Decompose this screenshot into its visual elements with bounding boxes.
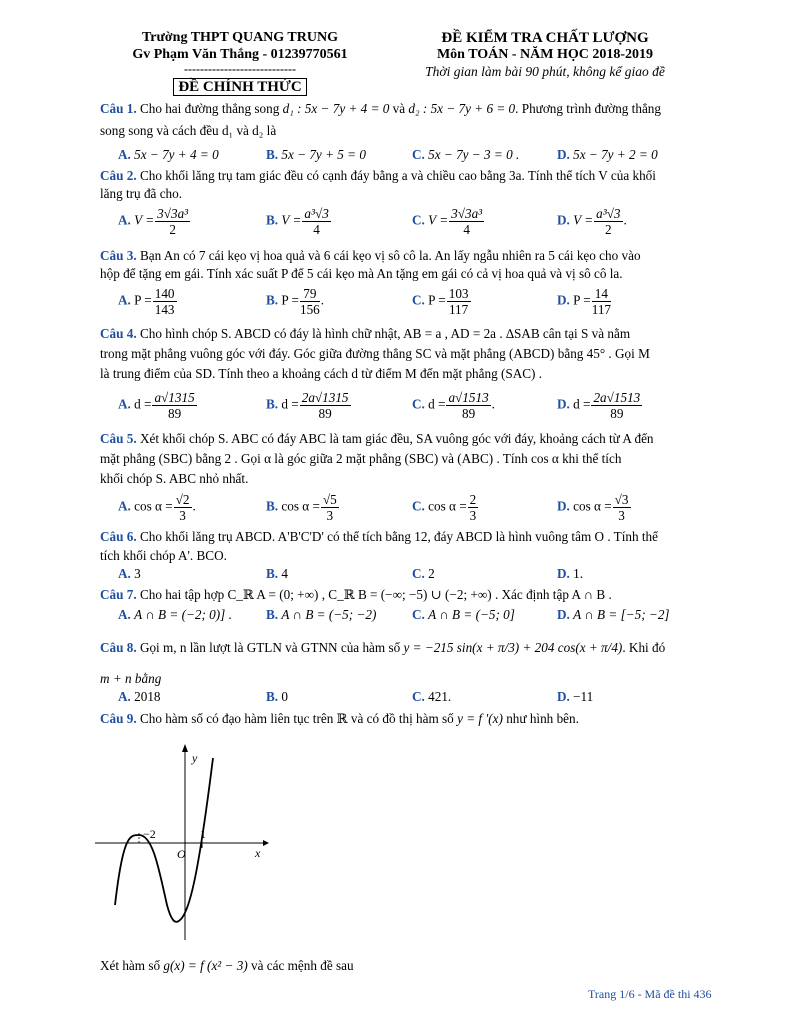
q8-opt-b: B. 0 [266,689,288,704]
q9-line2: Xét hàm số g(x) = f (x² − 3) và các mệnh đề sau [100,958,354,973]
official-label: ĐỀ CHÍNH THỨC [173,78,306,96]
q7-opt-d: D. A ∩ B = [−5; −2] [557,607,670,622]
derivative-curve [115,758,213,922]
q6-opt-d: D. 1. [557,566,584,581]
q4-opt-c: C. d = $\frac{a√1513}{89}$ . [412,390,495,421]
q5-opt-b: B. cos α = $\frac{√5}{3}$ [266,492,337,523]
exam-subject: Môn TOÁN - NĂM HỌC 2018-2019 [436,47,654,62]
q2-opt-c: C. V = $\frac{\text{3√3a³}}{4}$ [412,206,483,237]
exam-time: Thời gian làm bài 90 phút, không kể giao đề [425,64,665,79]
q2-line1: Câu 2. Cho khối lăng trụ tam giác đều có cạnh đáy bằng a và chiều cao bằng 3a. Tính thể tích V của khối [100,168,656,183]
q6-line2: tích khối chóp A'. BCO. [100,548,227,563]
dash-line: ---------------------------- [184,62,296,76]
derivative-graph [95,740,270,945]
q7-opt-b: B. A ∩ B = (−5; −2) [266,607,377,622]
q6-opt-b: B. 4 [266,566,288,581]
q6-opt-c: C. 2 [412,566,435,581]
y-label: y [192,751,198,765]
q5-opt-c: C. cos α = $\frac{2}{3}$ [412,492,477,523]
q2-opt-b: B. V = $\frac{\text{a³√3}}{4}$ [266,206,329,237]
school-name: Trường THPT QUANG TRUNG [142,30,338,45]
q1-opt-b: B. 5x − 7y + 5 = 0 [266,147,366,162]
q1-line1: Câu 1. Cho hai đường thẳng song d₁ : 5x − 7y + 4 = 0 và d₂ : 5x − 7y + 6 = 0. Phương trình đường thẳng [100,101,661,116]
q4-line2: trong mặt phẳng vuông góc với đáy. Góc giữa đường thẳng SC và mặt phẳng (ABCD) bằng 45° . Gọi M [100,346,650,361]
q5-opt-d: D. cos α = $\frac{√3}{3}$ [557,492,629,523]
label-neg2: −2 [143,827,156,841]
q1-opt-c: C. 5x − 7y − 3 = 0 . [412,147,520,162]
q6-line1: Câu 6. Cho khối lăng trụ ABCD. A'B'C'D' có thể tích bằng 12, đáy ABCD là hình vuông tâm O . Tính thể [100,529,658,544]
q1-line2: song song và cách đều d₁ và d₂ là [100,123,277,138]
q8-opt-a: A. 2018 [118,689,161,704]
q2-opt-a: A. V = $\frac{\text{3√3a³}}{2}$ [118,206,189,237]
q7-opt-c: C. A ∩ B = (−5; 0] [412,607,515,622]
q5-opt-a: A. cos α = $\frac{√2}{3}$ . [118,492,196,523]
origin-label: O [177,847,186,861]
x-label: x [255,846,261,860]
q4-line1: Câu 4. Cho hình chóp S. ABCD có đáy là hình chữ nhật, AB = a , AD = 2a . ∆SAB cân tại S và nằm [100,326,631,341]
q5-line2: mặt phẳng (SBC) bằng 2 . Gọi α là góc giữa 2 mặt phẳng (SBC) và (ABC) . Tính cos α khi thể tích [100,451,622,466]
q3-opt-d: D. P = $\frac{14}{117}$ [557,286,612,317]
label-1: 1 [200,827,206,841]
q7-line1: Câu 7. Cho hai tập hợp C_ℝ A = (0; +∞) , C_ℝ B = (−∞; −5) ∪ (−2; +∞) . Xác định tập A ∩ B . [100,587,612,602]
q8-line1: Câu 8. Gọi m, n lần lượt là GTLN và GTNN của hàm số y = −215 sin(x + π/3) + 204 cos(x + π/4). Khi đó [100,640,666,655]
teacher-name: Gv Phạm Văn Thắng - 01239770561 [132,47,348,62]
q2-line2: lăng trụ đã cho. [100,186,183,201]
y-axis-arrow [182,744,188,752]
page-footer: Trang 1/6 - Mã đề thi 436 [588,987,712,1001]
q3-opt-b: B. P = $\frac{79}{156}$ . [266,286,325,317]
q4-line3: là trung điểm của SD. Tính theo a khoảng cách d từ điểm M đến mặt phẳng (SAC) . [100,366,542,381]
q9-line1: Câu 9. Cho hàm số có đạo hàm liên tục trên ℝ và có đồ thị hàm số y = f ′(x) như hình bên. [100,711,579,726]
q8-opt-d: D. −11 [557,689,594,704]
q8-line2: m + n bằng [100,671,162,686]
q4-opt-d: D. d = $\frac{2a√1513}{89}$ [557,390,641,421]
x-axis-arrow [263,840,269,846]
q4-opt-a: A. d = $\frac{a√1315}{89}$ [118,390,195,421]
q2-opt-d: D. V = $\frac{\text{a³√3}}{2}$ . [557,206,627,237]
q1-opt-d: D. 5x − 7y + 2 = 0 [557,147,658,162]
q1-opt-a: A. 5x − 7y + 4 = 0 [118,147,219,162]
q3-opt-c: C. P = $\frac{103}{117}$ [412,286,469,317]
q3-line2: hộp để tặng em gái. Tính xác suất P để 5 cái kẹo mà An tặng em gái có cả vị hoa quả và vị sô cô la. [100,266,623,281]
q4-opt-b: B. d = $\frac{2a√1315}{89}$ [266,390,349,421]
official-label-wrap [120,79,360,96]
q5-line3: khối chóp S. ABC nhỏ nhất. [100,471,249,486]
q3-opt-a: A. P = $\frac{140}{143}$ [118,286,175,317]
q3-line1: Câu 3. Bạn An có 7 cái kẹo vị hoa quả và 6 cái kẹo vị sô cô la. An lấy ngẫu nhiên ra 5 cái kẹo cho vào [100,248,641,263]
exam-title: ĐỀ KIỂM TRA CHẤT LƯỢNG [441,30,649,46]
q5-line1: Câu 5. Xét khối chóp S. ABC có đáy ABC là tam giác đều, SA vuông góc với đáy, khoảng cách từ A đến [100,431,654,446]
q7-opt-a: A. A ∩ B = (−2; 0)] . [118,607,232,622]
q6-opt-a: A. 3 [118,566,141,581]
q1-label: Câu 1. [100,101,137,116]
q8-opt-c: C. 421. [412,689,452,704]
